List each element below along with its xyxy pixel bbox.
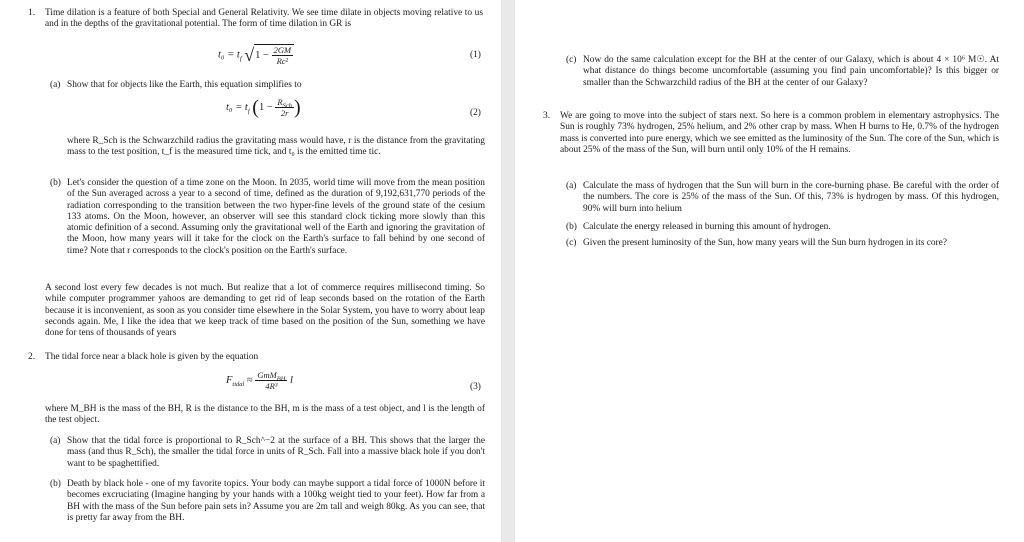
eq3-lhs: F bbox=[226, 374, 233, 386]
q2a-text: Show that the tidal force is proportional to R_Sch^−2 at the surface of a BH. This shows that the larger the mass (and thus R_Sch), the smaller the tidal force in units of R_Sch. Fall into a massive black hole if you don't want to be spaghettified. bbox=[67, 436, 485, 469]
q1-number: 1. bbox=[28, 8, 36, 18]
q1-note: A second lost every few decades is not much. But realize that a lot of commerce requires millisecond timing. So while computer programmer yahoos are demanding to get rid of leap seconds based on the rotation of the Earth because it is inconvenient, as soon as you consider time elsewhere in the Solar System, you have to worry about leap seconds again. Me, I like the idea that we keep track of time based on the position of the Sun, something we have done for tens of thousands of years bbox=[45, 283, 485, 339]
sqrt-symbol: √ bbox=[244, 45, 255, 65]
q1b-text: Let's consider the question of a time zone on the Moon. In 2035, world time will move from the mean position of the Sun averaged across a year to a second of time, defined as the duration of 9,192,631,770 periods of the radiation corresponding to the transition between the two hyper-fine levels of the ground state of the cesium 133 atoms. On the Moon, however, an observer will see this standard clock ticking more slowly than this atomic definition of a second. Assuming only the gravitational well of the Earth and ignoring the gravitation of the Moon, how many years will it take for the clock on the Earth's surface to fall behind by one second of time? Note that r corresponds to the clock's position on the Earth's surface. bbox=[67, 178, 485, 256]
eq3-lhs-sub: tidal bbox=[232, 381, 245, 388]
eq1-radicand bbox=[254, 44, 294, 66]
q2c-label: (c) bbox=[566, 55, 577, 65]
eq1-lhs: t₀ = t bbox=[218, 49, 240, 61]
q1a-text: Show that for objects like the Earth, this equation simplifies to bbox=[67, 80, 302, 90]
eq2-numerator bbox=[275, 97, 294, 108]
q3b-label: (b) bbox=[566, 222, 577, 232]
q1-where-text: where R_Sch is the Schwarzchild radius the gravitating mass would have, r is the distance from the gravitating mass to the test position, t_f is the measured time tick, and t₀ is the emitted time tic. bbox=[67, 136, 485, 158]
eq3-denominator: 4R³ bbox=[265, 381, 278, 391]
left-page bbox=[0, 0, 501, 542]
eq3-tag: (3) bbox=[470, 382, 481, 392]
q1b-label: (b) bbox=[50, 178, 61, 188]
equation-2 bbox=[226, 97, 301, 118]
q2b-label: (b) bbox=[50, 479, 61, 489]
eq2-denominator: 2r bbox=[280, 108, 289, 118]
eq2-lhs-sub: f bbox=[247, 108, 250, 115]
q2-number: 2. bbox=[28, 352, 36, 362]
q3a-text: Calculate the mass of hydrogen that the Sun will burn in the core-burning phase. Be careful with the order of the numbers. The core is 25% of the mass of the Sun. Of this, 73% is hydrogen by mass. Of this hydrogen, 90% will burn into helium bbox=[583, 181, 999, 214]
right-paren: ) bbox=[293, 96, 301, 119]
q3c-text: Given the present luminosity of the Sun, how many years will the Sun burn hydrogen in its core? bbox=[583, 238, 947, 248]
q3c-label: (c) bbox=[566, 238, 577, 248]
q3b-text: Calculate the energy released in burning this amount of hydrogen. bbox=[583, 222, 831, 232]
equation-3 bbox=[226, 370, 293, 391]
eq2-fraction bbox=[275, 97, 294, 118]
eq3-tail: l bbox=[290, 374, 293, 386]
q2b-text: Death by black hole - one of my favorite topics. Your body can maybe support a tidal force of 1000N before it becomes excruciating (Imagine hanging by your hands with a 100kg weight tied to your feet). How far from a BH with the mass of the Sun before pain sets in? Assume you are 2m tall and weigh 80kg. As you can see, that is pretty far away from the BH. bbox=[67, 479, 485, 523]
eq2-num-sub: Sch bbox=[282, 102, 292, 110]
eq2-tag: (2) bbox=[470, 108, 481, 118]
equation-1 bbox=[218, 44, 294, 66]
q2-intro: The tidal force near a black hole is given by the equation bbox=[45, 352, 259, 362]
left-paren: ( bbox=[252, 96, 259, 119]
eq3-num-main: GmM bbox=[257, 370, 277, 380]
eq3-approx: ≈ bbox=[246, 374, 253, 386]
q2-where-text: where M_BH is the mass of the BH, R is the distance to the BH, m is the mass of a test object, and l is the length of the test object. bbox=[45, 404, 485, 426]
eq3-num-sub: BH bbox=[276, 375, 286, 383]
q3-intro: We are going to move into the subject of stars next. So here is a common problem in elementary astrophysics. The Sun is roughly 73% hydrogen, 25% helium, and 2% other crap by mass. When H burns to He, 0.7% of the hydrogen mass is converted into pure energy, which we see emitted as the luminosity of the Sun. The core of the Sun, which is about 25% of the mass of the Sun, will burn until only 10% of the H remains. bbox=[560, 111, 999, 155]
q2c-text: Now do the same calculation except for the BH at the center of our Galaxy, which is about 4 × 10⁶ M☉. At what distance do things become uncomfortable (assuming you find pain uncomfortable)? Is this bigger or smaller than the Schwarzchild radius of the BH at the center of our Galaxy? bbox=[583, 55, 999, 88]
q1-intro: Time dilation is a feature of both Special and General Relativity. We see time dilate in objects moving relative to us and in the depths of the gravitational potential. The form of time dilation in GR is bbox=[45, 8, 483, 30]
eq3-numerator bbox=[255, 370, 287, 381]
eq1-denominator: Rc² bbox=[276, 56, 289, 66]
eq1-tag: (1) bbox=[470, 50, 481, 60]
eq2-lhs: t₀ = t bbox=[226, 101, 248, 113]
right-page bbox=[515, 0, 1024, 542]
eq1-lhs-sub: f bbox=[239, 55, 242, 63]
q3a-label: (a) bbox=[566, 181, 577, 191]
eq2-num-main: R bbox=[277, 97, 283, 107]
q1a-label: (a) bbox=[50, 80, 61, 90]
eq1-numerator: 2GM bbox=[273, 45, 292, 55]
eq1-fraction bbox=[272, 45, 293, 66]
eq2-one-minus: 1 − bbox=[258, 101, 273, 113]
q2a-label: (a) bbox=[50, 436, 61, 446]
eq3-fraction bbox=[255, 370, 287, 391]
eq1-one-minus: 1 − bbox=[255, 49, 269, 61]
q3-number: 3. bbox=[543, 111, 551, 121]
